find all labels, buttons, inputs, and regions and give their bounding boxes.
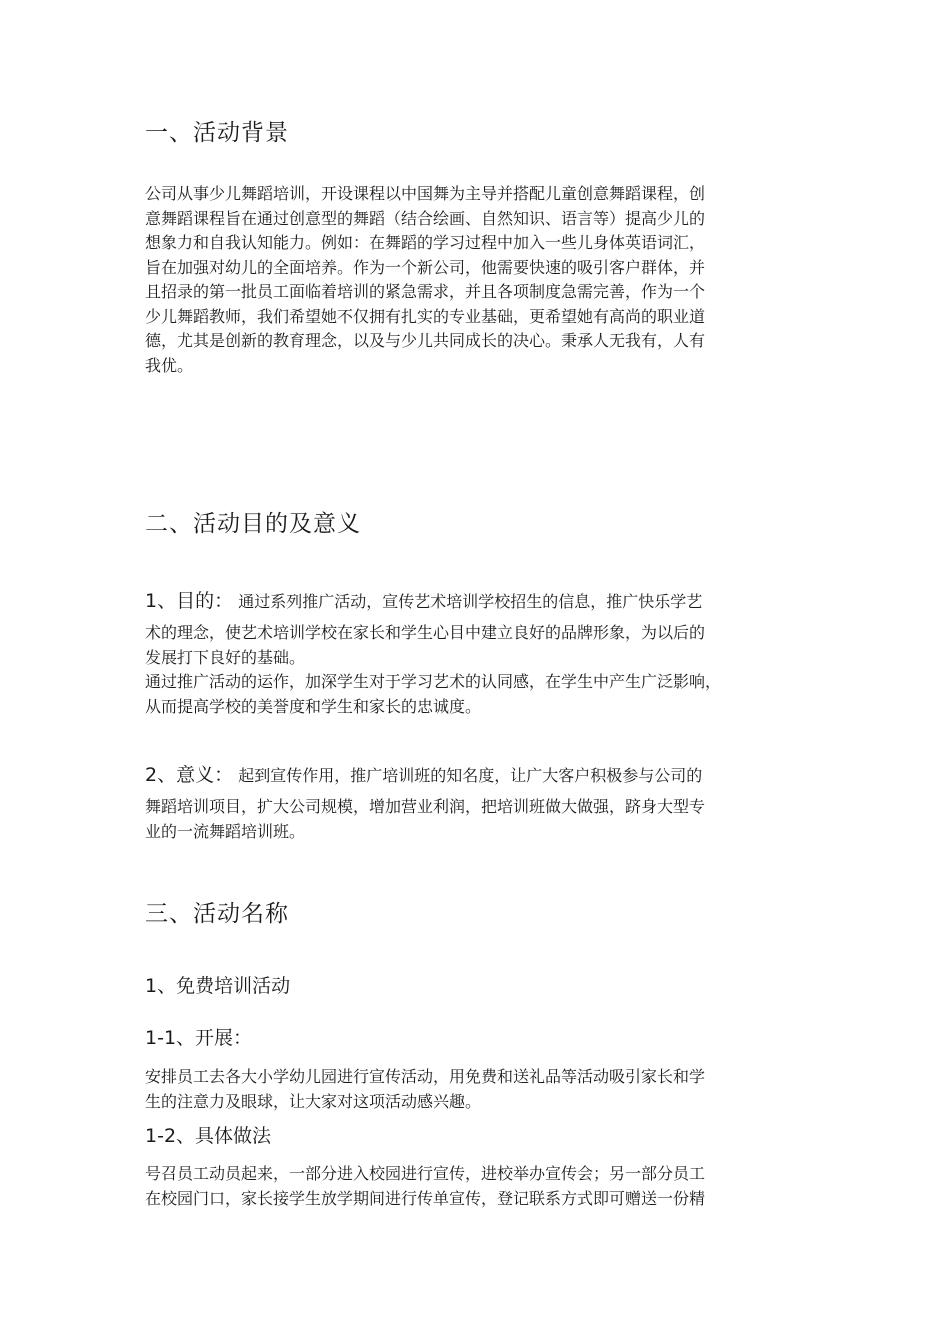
item-1-1-paragraph xyxy=(145,1065,809,1114)
item-1-1-label: 1-1、开展： xyxy=(145,1027,253,1049)
paragraph-line: 德，尤其是创新的教育理念，以及与少儿共同成长的决心。秉承人无我有，人有 xyxy=(145,331,706,350)
purpose-paragraph xyxy=(145,586,809,719)
paragraph-line: 生的注意力及眼球，让大家对这项活动感兴趣。 xyxy=(145,1091,482,1111)
meaning-first-text: 起到宣传作用，推广培训班的知名度，让广大客户积极参与公司的 xyxy=(238,766,703,785)
paragraph-line: 从而提高学校的美誉度和学生和家长的忠诚度。 xyxy=(145,696,482,716)
purpose-first-text: 通过系列推广活动，宣传艺术培训学校招生的信息，推广快乐学艺 xyxy=(238,592,703,611)
item-1-2-paragraph xyxy=(145,1162,809,1211)
section-heading-activity-name: 三、活动名称 xyxy=(145,901,289,927)
item-free-training: 1、免费培训活动 xyxy=(145,975,291,997)
purpose-first-line xyxy=(145,586,809,617)
purpose-label: 1、目的： xyxy=(145,590,234,612)
meaning-label: 2、意义： xyxy=(145,764,234,786)
paragraph-line: 意舞蹈课程旨在通过创意型的舞蹈（结合绘画、自然知识、语言等）提高少儿的 xyxy=(145,208,706,228)
item-1-2-label: 1-2、具体做法 xyxy=(145,1125,272,1147)
paragraph-line: 公司从事少儿舞蹈培训，开设课程以中国舞为主导并搭配儿童创意舞蹈课程，创 xyxy=(145,184,706,203)
paragraph-line: 术的理念，使艺术培训学校在家长和学生心目中建立良好的品牌形象，为以后的 xyxy=(145,623,706,642)
paragraph-line: 旨在加强对幼儿的全面培养。作为一个新公司，他需要快速的吸引客户群体，并 xyxy=(145,257,706,277)
meaning-first-line xyxy=(145,760,809,791)
paragraph-line: 安排员工去各大小学幼儿园进行宣传活动，用免费和送礼品等活动吸引家长和学 xyxy=(145,1067,706,1086)
paragraph-line: 在校园门口，家长接学生放学期间进行传单宣传，登记联系方式即可赠送一份精 xyxy=(145,1188,706,1208)
paragraph-line: 想象力和自我认知能力。例如：在舞蹈的学习过程中加入一些儿身体英语词汇， xyxy=(145,233,706,252)
paragraph-line: 少儿舞蹈教师，我们希望她不仅拥有扎实的专业基础，更希望她有高尚的职业道 xyxy=(145,306,706,326)
section-heading-background: 一、活动背景 xyxy=(145,120,289,146)
paragraph-line: 舞蹈培训项目，扩大公司规模，增加营业利润，把培训班做大做强，跻身大型专 xyxy=(145,797,706,816)
meaning-paragraph xyxy=(145,760,809,844)
paragraph-line: 我优。 xyxy=(145,355,194,375)
section-heading-purpose: 二、活动目的及意义 xyxy=(145,511,361,537)
paragraph-line: 且招录的第一批员工面临着培训的紧急需求，并且各项制度急需完善，作为一个 xyxy=(145,282,706,301)
background-paragraph xyxy=(145,182,809,378)
paragraph-line: 业的一流舞蹈培训班。 xyxy=(145,821,306,841)
paragraph-line: 通过推广活动的运作，加深学生对于学习艺术的认同感，在学生中产生广泛影响， xyxy=(145,672,722,691)
paragraph-line: 发展打下良好的基础。 xyxy=(145,647,306,667)
paragraph-line: 号召员工动员起来，一部分进入校园进行宣传，进校举办宣传会；另一部分员工 xyxy=(145,1164,706,1183)
